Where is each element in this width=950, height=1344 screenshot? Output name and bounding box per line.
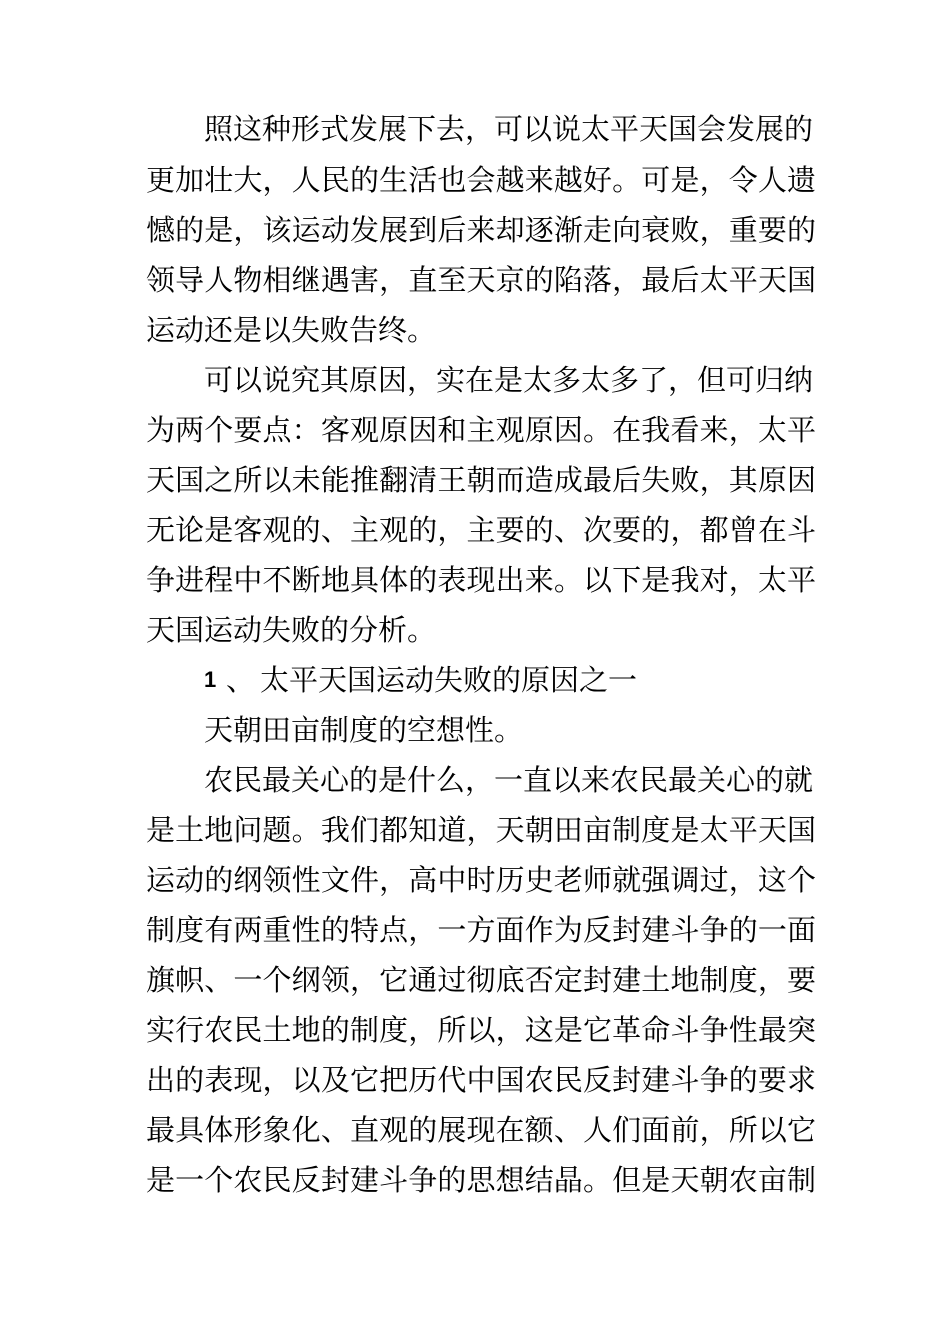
paragraph-1-line-2: 更加壮大，人民的生活也会越来越好。可是，令人遗 — [146, 163, 816, 197]
section-number-separator: 、 — [226, 663, 256, 697]
paragraph-2-line-4: 无论是客观的、主观的，主要的、次要的，都曾在斗 — [146, 513, 816, 547]
paragraph-3-line-9: 是一个农民反封建斗争的思想结晶。但是天朝农亩制 — [146, 1163, 816, 1197]
paragraph-2-line-6: 天国运动失败的分析。 — [146, 613, 437, 647]
paragraph-3-line-1: 农民最关心的是什么，一直以来农民最关心的就 — [204, 763, 814, 797]
section-title: 太平天国运动失败的原因之一 — [260, 663, 638, 697]
section-heading — [0, 655, 950, 705]
paragraph-1-line-4: 领导人物相继遇害，直至天京的陷落，最后太平天国 — [146, 263, 816, 297]
paragraph-1-line-1: 照这种形式发展下去，可以说太平天国会发展的 — [204, 112, 814, 146]
paragraph-2-line-3: 天国之所以未能推翻清王朝而造成最后失败，其原因 — [146, 463, 816, 497]
section-subtitle: 天朝田亩制度的空想性。 — [204, 713, 524, 747]
paragraph-3-line-2: 是土地问题。我们都知道，天朝田亩制度是太平天国 — [146, 813, 816, 847]
section-number: 1 — [204, 667, 217, 692]
paragraph-3-line-5: 旗帜、一个纲领，它通过彻底否定封建土地制度，要 — [146, 963, 816, 997]
paragraph-1-line-3: 憾的是，该运动发展到后来却逐渐走向衰败，重要的 — [146, 213, 816, 247]
paragraph-3-line-6: 实行农民土地的制度，所以，这是它革命斗争性最突 — [146, 1013, 816, 1047]
paragraph-2-line-2: 为两个要点：客观原因和主观原因。在我看来，太平 — [146, 413, 816, 447]
paragraph-3-line-4: 制度有两重性的特点，一方面作为反封建斗争的一面 — [146, 913, 816, 947]
paragraph-1-line-5: 运动还是以失败告终。 — [146, 313, 437, 347]
paragraph-3-line-7: 出的表现，以及它把历代中国农民反封建斗争的要求 — [146, 1063, 816, 1097]
paragraph-3-line-8: 最具体形象化、直观的展现在额、人们面前，所以它 — [146, 1113, 816, 1147]
paragraph-2-line-1: 可以说究其原因，实在是太多太多了，但可归纳 — [204, 363, 814, 397]
paragraph-3-line-3: 运动的纲领性文件，高中时历史老师就强调过，这个 — [146, 863, 816, 897]
paragraph-2-line-5: 争进程中不断地具体的表现出来。以下是我对，太平 — [146, 563, 816, 597]
